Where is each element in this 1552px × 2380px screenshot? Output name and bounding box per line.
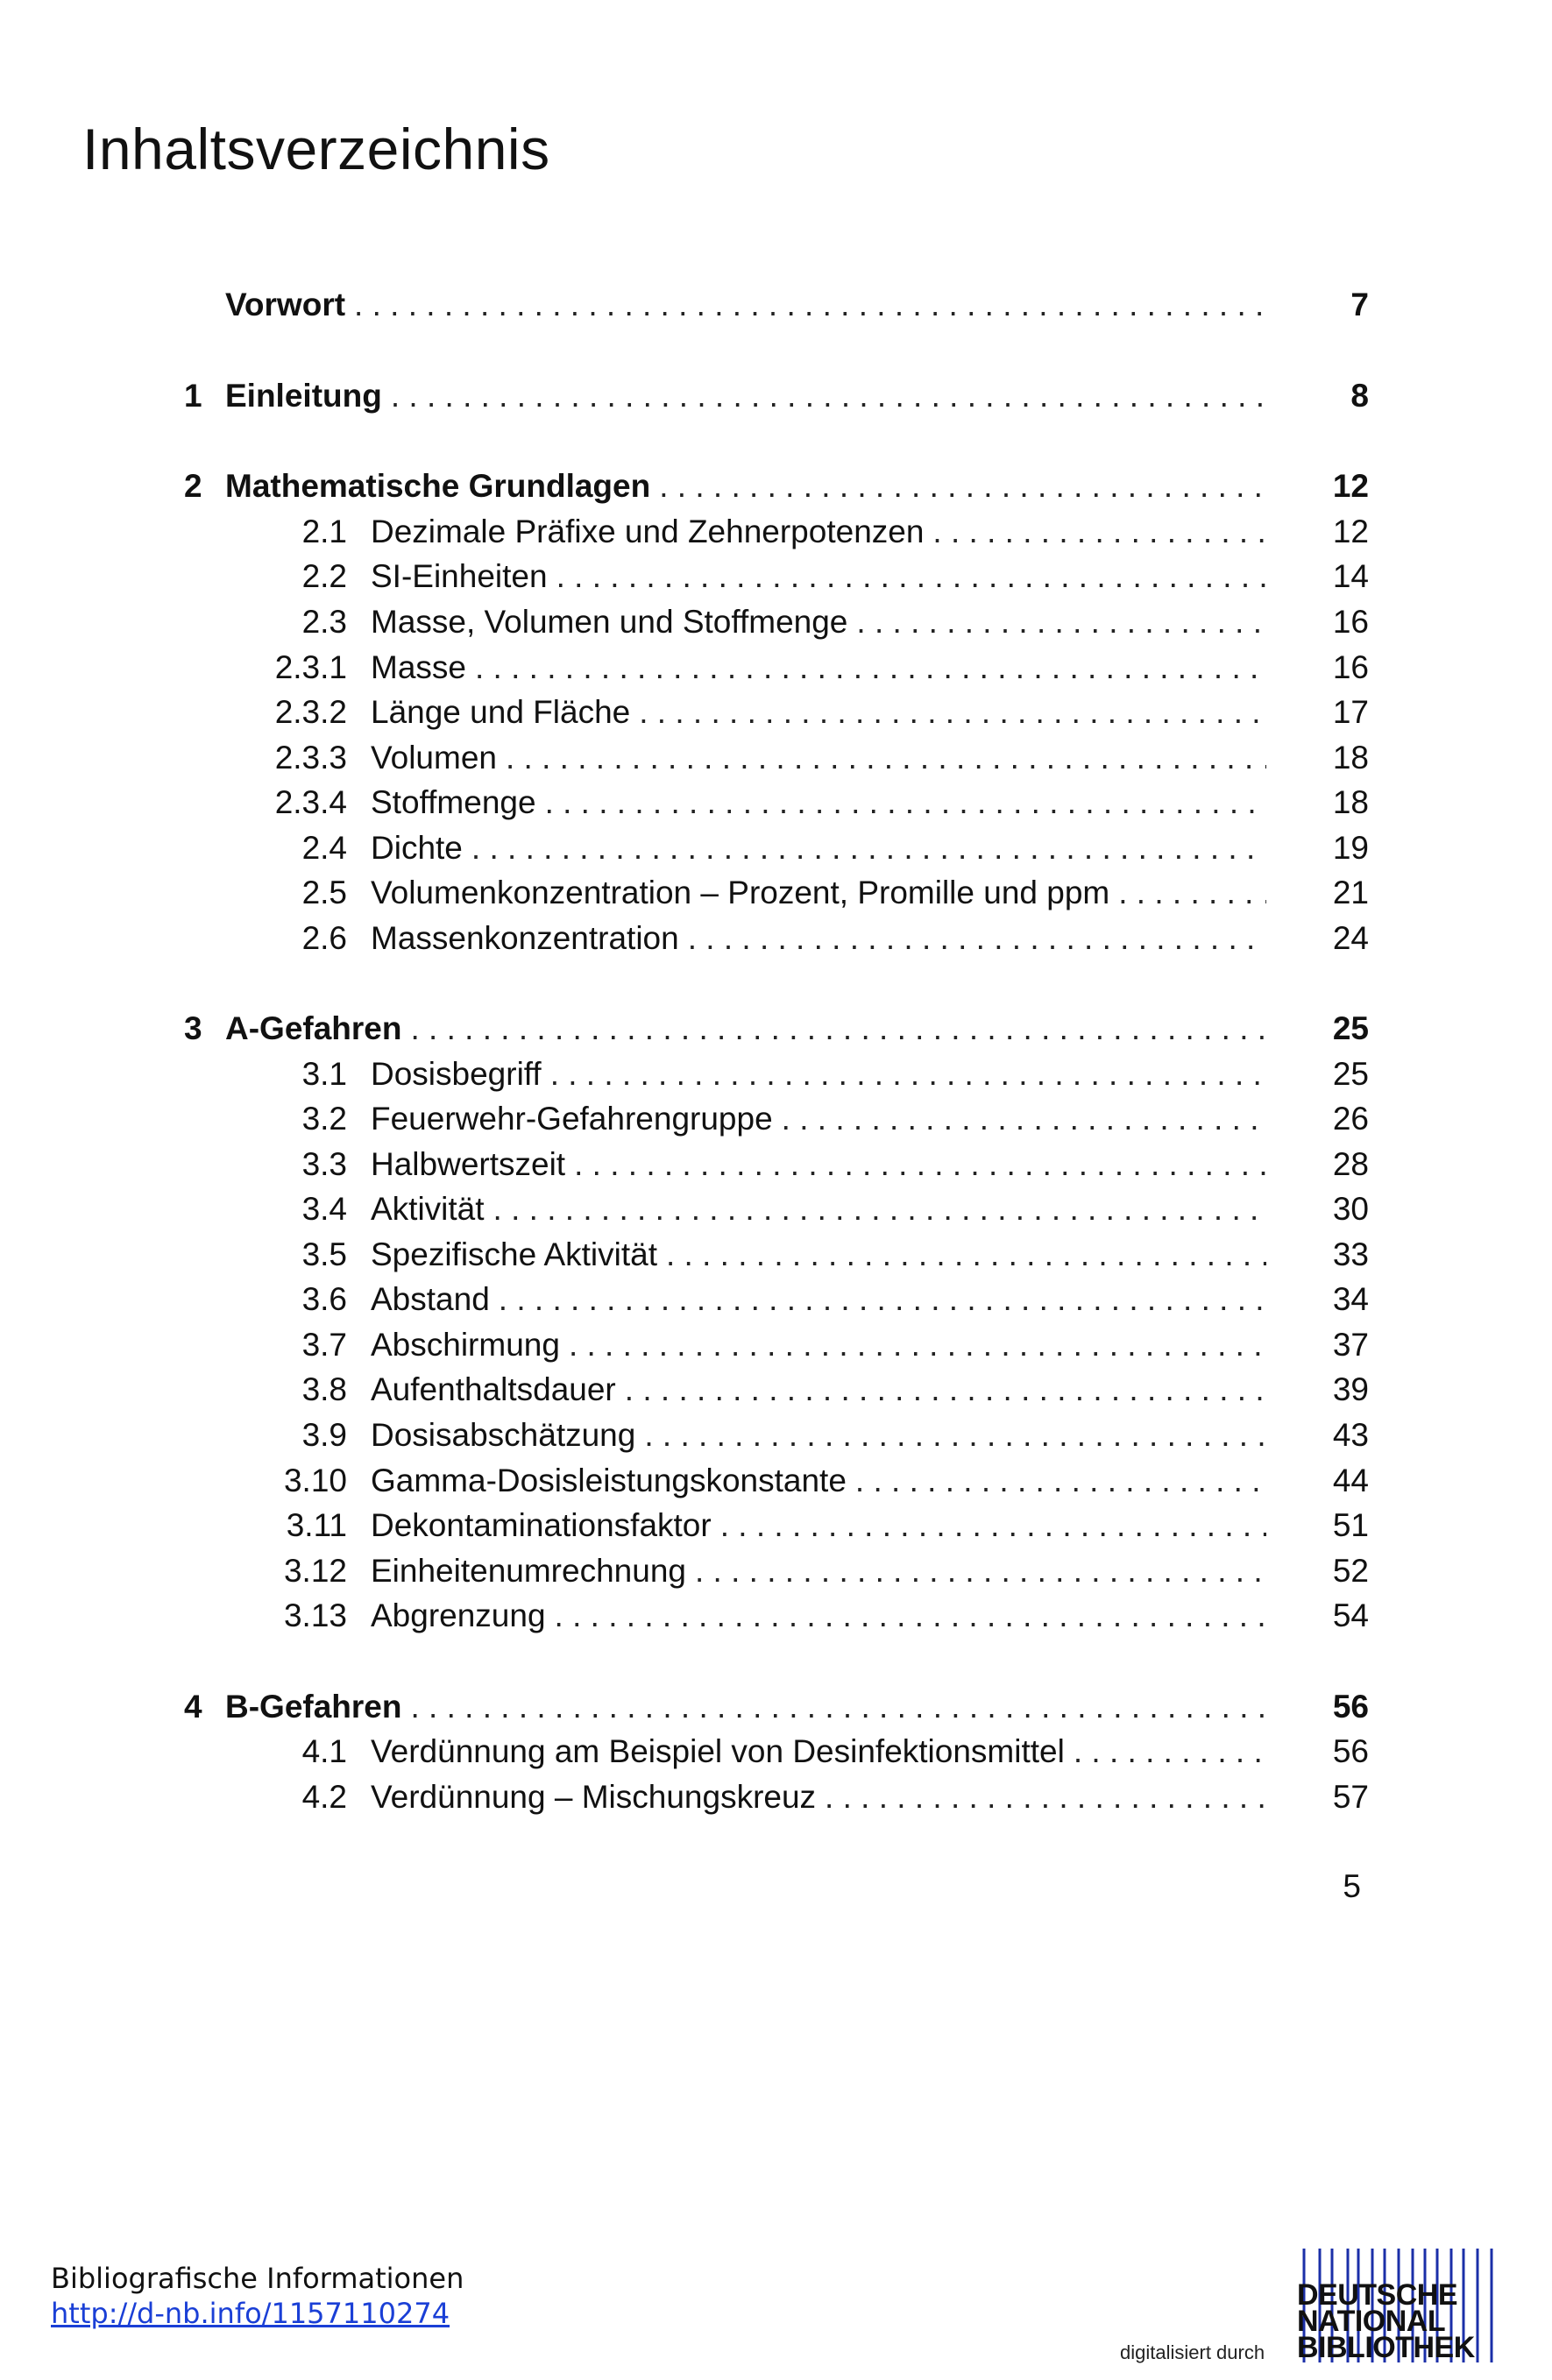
toc-page: 18 [1332, 740, 1369, 776]
toc-title: Feuerwehr-Gefahrengruppe [371, 1101, 773, 1137]
toc-number: 2.1 [301, 514, 347, 549]
toc-number: 3.5 [301, 1236, 347, 1272]
toc-entry [167, 1186, 1369, 1232]
toc-number: 2.4 [301, 830, 347, 866]
toc-title: Vorwort [225, 287, 346, 322]
toc-title: Abschirmung [371, 1327, 560, 1363]
toc-page: 18 [1332, 784, 1369, 820]
toc-title: Abgrenzung [371, 1597, 546, 1633]
toc-entry [167, 1096, 1369, 1142]
toc-title: Dekontaminationsfaktor [371, 1507, 712, 1543]
page-number: 5 [1343, 1868, 1361, 1904]
toc-entry [167, 373, 1369, 419]
toc-page: 12 [1332, 514, 1369, 549]
toc-number: 4.1 [301, 1733, 347, 1769]
toc-title: Masse, Volumen und Stoffmenge [371, 604, 848, 640]
toc-entry [167, 916, 1369, 961]
toc-number: 2.3.2 [274, 694, 347, 730]
toc-title: Verdünnung am Beispiel von Desinfektionsmittel [371, 1733, 1065, 1769]
toc-entry [167, 825, 1369, 871]
toc-title: Gamma-Dosisleistungskonstante [371, 1463, 847, 1498]
toc-title: Massenkonzentration [371, 920, 679, 956]
toc-entry [167, 1277, 1369, 1322]
biblio-link[interactable]: http://d-nb.info/1157110274 [51, 2297, 450, 2330]
toc-title: Aufenthaltsdauer [371, 1371, 616, 1407]
digitized-by-label: digitalisiert durch [1120, 2341, 1265, 2363]
toc-number: 2.3.1 [274, 649, 347, 685]
toc-number: 3.11 [286, 1507, 347, 1543]
toc-page: 33 [1332, 1236, 1369, 1272]
toc-page: 34 [1332, 1281, 1369, 1317]
toc-entry [167, 464, 1369, 509]
toc-entry [167, 780, 1369, 825]
toc-title: Verdünnung – Mischungskreuz [371, 1779, 817, 1815]
toc-title: B-Gefahren [225, 1689, 402, 1725]
toc-page: 43 [1332, 1417, 1369, 1453]
toc-number: 3.7 [301, 1327, 347, 1363]
toc-title: Abstand [371, 1281, 490, 1317]
toc-title: Volumen [371, 740, 497, 776]
toc-number: 3 [184, 1010, 202, 1046]
toc-entry [167, 1367, 1369, 1413]
toc-page: 56 [1332, 1689, 1369, 1725]
toc-number: 4 [184, 1689, 202, 1725]
toc-page: 25 [1332, 1056, 1369, 1092]
toc-number: 3.2 [301, 1101, 347, 1137]
toc-number: 2.5 [301, 875, 347, 910]
toc-title: Halbwertszeit [371, 1146, 566, 1182]
toc-title: Dezimale Präfixe und Zehnerpotenzen [371, 514, 925, 549]
toc-number: 3.1 [301, 1056, 347, 1092]
toc-page: 57 [1332, 1779, 1369, 1815]
toc-number: 3.4 [301, 1191, 347, 1227]
toc-title: SI-Einheiten [371, 558, 548, 594]
toc-number: 3.10 [283, 1463, 347, 1498]
toc-entry [167, 1052, 1369, 1097]
toc-number: 2.3.4 [274, 784, 347, 820]
toc-entry [167, 1006, 1369, 1052]
toc-entry [167, 599, 1369, 645]
toc-entry [167, 1548, 1369, 1594]
toc-entry [167, 1413, 1369, 1458]
toc-page: 19 [1332, 830, 1369, 866]
toc-number: 2.6 [301, 920, 347, 956]
toc-entry [167, 1774, 1369, 1820]
toc-number: 3.13 [283, 1597, 347, 1633]
toc-entry [167, 1458, 1369, 1504]
toc-page: 21 [1332, 875, 1369, 910]
toc-entry [167, 645, 1369, 691]
dnb-line: BIBLIOTHEK [1297, 2331, 1475, 2364]
toc-title: Spezifische Aktivität [371, 1236, 657, 1272]
toc-page: 28 [1332, 1146, 1369, 1182]
toc-page: 25 [1332, 1010, 1369, 1046]
toc-number: 2.3 [301, 604, 347, 640]
toc-title: Stoffmenge [371, 784, 536, 820]
toc-entry [167, 1729, 1369, 1774]
toc-entry [167, 1593, 1369, 1639]
dnb-wordmark [1297, 2278, 1499, 2364]
toc-page: 17 [1332, 694, 1369, 730]
toc-page: 37 [1332, 1327, 1369, 1363]
toc-number: 1 [184, 378, 202, 414]
toc-number: 3.3 [301, 1146, 347, 1182]
toc-page: 26 [1332, 1101, 1369, 1137]
toc-page: 54 [1332, 1597, 1369, 1633]
toc-number: 3.6 [301, 1281, 347, 1317]
toc-title: Volumenkonzentration – Prozent, Promille und ppm [371, 875, 1110, 910]
toc-number: 4.2 [301, 1779, 347, 1815]
toc-page: 30 [1332, 1191, 1369, 1227]
toc-entry [167, 735, 1369, 781]
dnb-line: NATIONAL [1297, 2305, 1446, 2338]
toc-number: 2.3.3 [274, 740, 347, 776]
toc-number: 3.12 [283, 1553, 347, 1589]
toc-page: 16 [1332, 604, 1369, 640]
toc-title: Einleitung [225, 378, 382, 414]
toc-entry [167, 870, 1369, 916]
toc-page: 39 [1332, 1371, 1369, 1407]
biblio-label: Bibliografische Informationen [51, 2262, 464, 2295]
bibliographic-info [51, 2261, 464, 2331]
toc-title: Dichte [371, 830, 463, 866]
toc-title: Masse [371, 649, 466, 685]
toc-page: 51 [1332, 1507, 1369, 1543]
dnb-line: DEUTSCHE [1297, 2278, 1458, 2312]
page-title: Inhaltsverzeichnis [82, 117, 550, 181]
toc-number: 3.8 [301, 1371, 347, 1407]
toc-entry [167, 282, 1369, 328]
toc-title: Aktivität [371, 1191, 485, 1227]
toc-entry [167, 1232, 1369, 1278]
toc-title: A-Gefahren [225, 1010, 402, 1046]
toc-page: 8 [1350, 378, 1369, 414]
toc-number: 3.9 [301, 1417, 347, 1453]
toc-title: Länge und Fläche [371, 694, 631, 730]
toc-entry [167, 690, 1369, 735]
toc-title: Dosisbegriff [371, 1056, 542, 1092]
toc-page: 44 [1332, 1463, 1369, 1498]
toc-page: 52 [1332, 1553, 1369, 1589]
toc-page: 56 [1332, 1733, 1369, 1769]
toc-title: Mathematische Grundlagen [225, 468, 651, 504]
toc-entry [167, 554, 1369, 599]
toc-page: 7 [1350, 287, 1369, 322]
toc-entry [167, 1503, 1369, 1548]
toc-number: 2 [184, 468, 202, 504]
toc-page: 12 [1332, 468, 1369, 504]
toc-page: 16 [1332, 649, 1369, 685]
toc-page: 24 [1332, 920, 1369, 956]
toc-entry [167, 1684, 1369, 1730]
toc-entry [167, 1142, 1369, 1187]
toc-title: Einheitenumrechnung [371, 1553, 686, 1589]
toc-page: 14 [1332, 558, 1369, 594]
toc-title: Dosisabschätzung [371, 1417, 636, 1453]
toc-entry [167, 509, 1369, 555]
dnb-logo [1297, 2249, 1499, 2362]
toc-number: 2.2 [301, 558, 347, 594]
toc-entry [167, 1322, 1369, 1368]
